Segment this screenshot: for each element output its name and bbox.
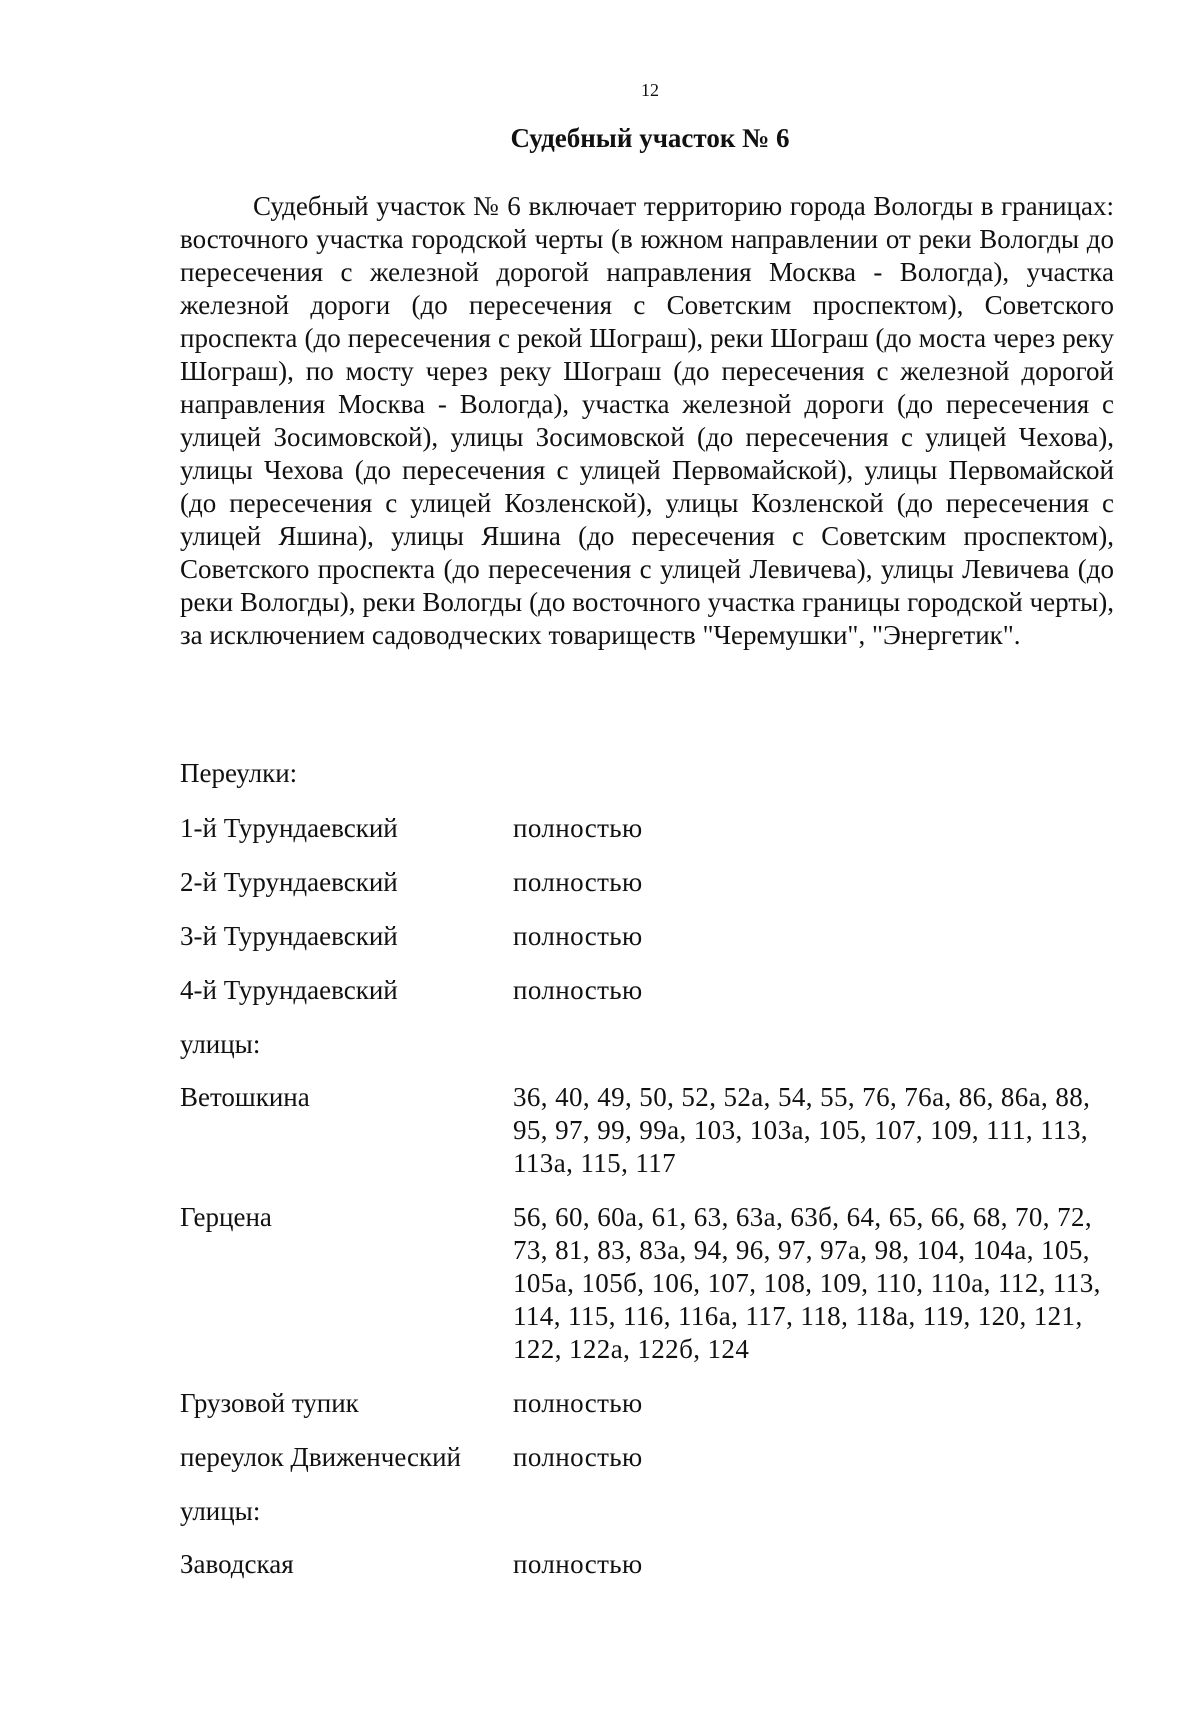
lane-houses: полностью [513,867,643,897]
lane-houses: полностью [513,921,643,951]
street-houses: полностью [513,1442,643,1472]
list-row [180,1548,1114,1581]
lane-name: 3-й Турундаевский [180,921,398,951]
list-row [180,1201,1114,1366]
street-houses: полностью [513,1549,643,1579]
list-row [180,812,1114,845]
list-row [180,1081,1114,1180]
page-number: 12 [641,80,659,100]
street-name: Грузовой тупик [180,1388,359,1418]
street-houses: 36, 40, 49, 50, 52, 52а, 54, 55, 76, 76а, 86, 86а, 88, 95, 97, 99, 99а, 103, 103а, 105, 107, 109, 111, 113, 113а, 115, 117 [513,1082,1091,1178]
address-list [180,757,1114,1602]
list-row [180,920,1114,953]
lane-houses: полностью [513,813,643,843]
list-row [180,1441,1114,1474]
lane-name: 2-й Турундаевский [180,867,398,897]
lane-houses: полностью [513,975,643,1005]
lane-name: 1-й Турундаевский [180,813,398,843]
street-houses: полностью [513,1388,643,1418]
list-row [180,1387,1114,1420]
street-name: Ветошкина [180,1082,310,1112]
lanes-heading: Переулки: [180,758,298,788]
street-name: Заводская [180,1549,294,1579]
section-title: Судебный участок № 6 [510,123,790,153]
streets-heading: улицы: [180,1029,261,1059]
lane-name: 4-й Турундаевский [180,975,398,1005]
street-name: переулок Движенческий [180,1442,461,1472]
district-description: Судебный участок № 6 включает территорию города Вологды в границах: восточного участка городской черты (в южном направлении от реки Вологды до пересечения с железной дорогой направления Москва - Вологда), участка железной дороги (до пересечения с Советским проспектом), Советского проспекта (до пересечения с рекой Шограш), реки Шограш (до моста через реку Шограш), по мосту через реку Шограш (до пересечения с железной дорогой направления Москва - Вологда), участка железной дороги (до пересечения с улицей Зосимовской), улицы Зосимовской (до пересечения с улицей Чехова), улицы Чехова (до пересечения с улицей Первомайской), улицы Первомайской (до пересечения с улицей Козленской), улицы Козленской (до пересечения с улицей Яшина), улицы Яшина (до пересечения с Советским проспектом), Советского проспекта (до пересечения с улицей Левичева), улицы Левичева (до реки Вологды), реки Вологды (до восточного участка границы городской черты), за исключением садоводческих товариществ "Черемушки", "Энергетик". [180,191,1114,650]
street-name: Герцена [180,1202,272,1232]
list-row [180,974,1114,1007]
list-row [180,866,1114,899]
streets-heading-2: улицы: [180,1496,261,1526]
street-houses: 56, 60, 60а, 61, 63, 63а, 63б, 64, 65, 66, 68, 70, 72, 73, 81, 83, 83а, 94, 96, 97, 97а, 98, 104, 104а, 105, 105а, 105б, 106, 107, 108, 109, 110, 110а, 112, 113, 114, 115, 116, 116а, 117, 118, 118а, 119, 120, 121, 122, 122а, 122б, 124 [513,1202,1101,1364]
